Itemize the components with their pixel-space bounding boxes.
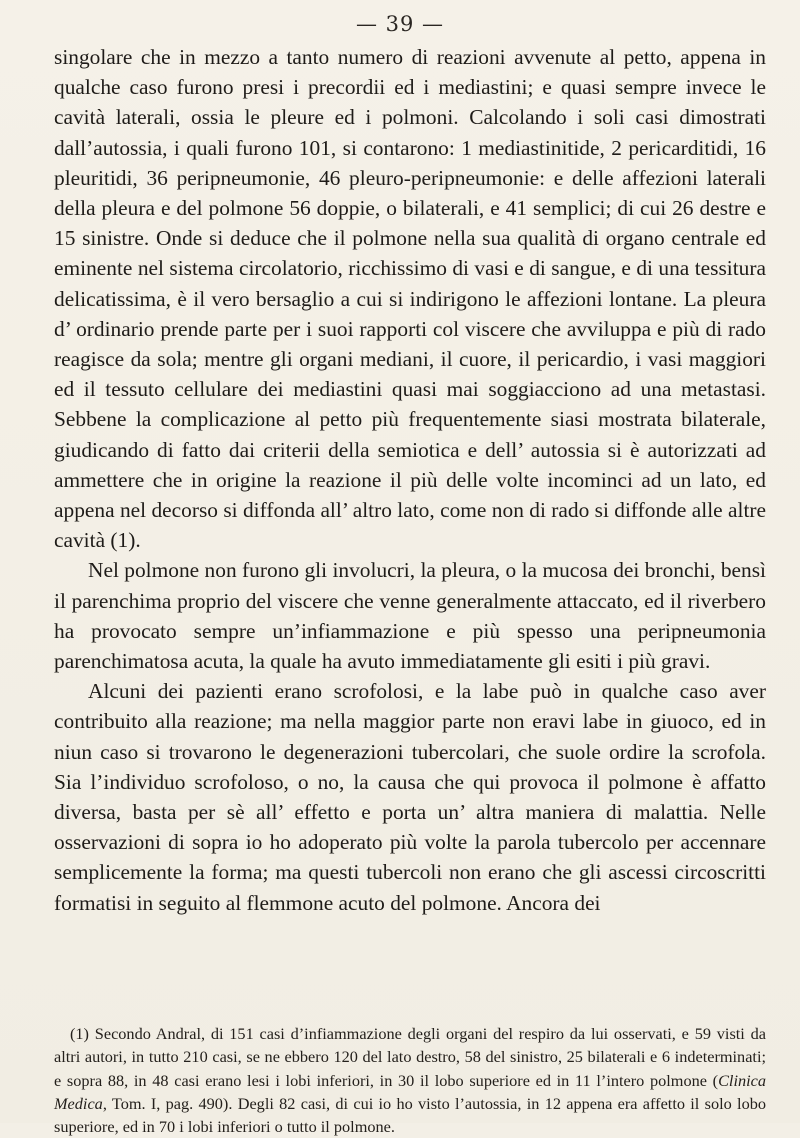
paragraph: singolare che in mezzo a tanto numero di reazioni avvenute al petto, appena in qualche caso furono presi i precordii ed i mediastini; e quasi sempre invece le cavità laterali, ossia le pleure ed i polmoni. Calcolando i soli casi dimostrati dall’autossia, i quali furono 101, si contarono: 1 mediastinitide, 2 pericarditidi, 16 pleuritidi, 36 peripneumonie, 46 pleuro-peripneumonie: e delle affezioni laterali della pleura e del polmone 56 doppie, o bilaterali, e 41 semplici; di cui 26 destre e 15 sinistre. Onde si deduce che il polmone nella sua qualità di organo centrale ed eminente nel sistema circolatorio, ricchissimo di vasi e di sangue, e di una tessitura delicatissima, è il vero bersaglio a cui si indirigono le affezioni lontane. La pleura d’ ordinario prende parte per i suoi rapporti col viscere che avviluppa e più di rado reagisce da sola; mentre gli organi mediani, il cuore, il pericardio, i vasi maggiori ed il tessuto cellulare dei mediastini quasi mai soggiacciono ad una metastasi. Sebbene la complicazione al petto più frequentemente siasi mostrata bilaterale, giudicando di fatto dai criterii della semiotica e dell’ autossia si è autorizzati ad ammettere che in origine la reazione il più delle volte incominci ad un lato, ed appena nel decorso si diffonda all’ altro lato, come non di rado si diffonde alle altre cavità (1). xyxy=(54,45,766,553)
footnote-text-part: (1) Secondo Andral, di 151 casi d’infiammazione degli organi del respiro da lui osservati, e 59 visti da altri autori, in tutto 210 casi, se ne ebbero 120 del lato destro, 58 del sinistro, 25 bilaterali e 6 indeterminati; e sopra 88, in 48 casi erano lesi i lobi inferiori, in 30 il lobo superiore ed in 11 l’intero polmone ( xyxy=(54,1024,766,1090)
footnote-text-part: , Tom. I, pag. 490). Degli 82 casi, di cui io ho visto l’autossia, in 12 appena era affetto il solo lobo superiore, ed in 70 i lobi inferiori o tutto il polmone. xyxy=(54,1093,766,1137)
footnote-text xyxy=(54,1022,766,1138)
paragraph: Nel polmone non furono gli involucri, la pleura, o la mucosa dei bronchi, bensì il parenchima proprio del viscere che venne generalmente attaccato, ed il riverbero ha provocato sempre un’infiammazione e più spesso una peripneumonia parenchimatosa acuta, la quale ha avuto immediatamente gli esiti i più gravi. xyxy=(54,558,766,674)
paragraph: Alcuni dei pazienti erano scrofolosi, e la labe può in qualche caso aver contribuito alla reazione; ma nella maggior parte non eravi labe in giuoco, ed in niun caso si trovarono le degenerazioni tubercolari, che suole ordire la scrofola. Sia l’individuo scrofoloso, o no, la causa che qui provoca il polmone è affatto diversa, basta per sè all’ effetto e porta un’ altra maniera di malattia. Nelle osservazioni di sopra io ho adoperato più volte la parola tubercolo per accennare semplicemente la forma; ma questi tubercoli non erano che gli ascessi circoscritti formatisi in seguito al flemmone acuto del polmone. Ancora dei xyxy=(54,679,766,915)
main-text xyxy=(54,42,766,918)
footnote xyxy=(54,1022,766,1138)
footnote-cited-work: Clinica Medica xyxy=(54,1070,766,1113)
page-number: — 39 — xyxy=(355,12,445,36)
